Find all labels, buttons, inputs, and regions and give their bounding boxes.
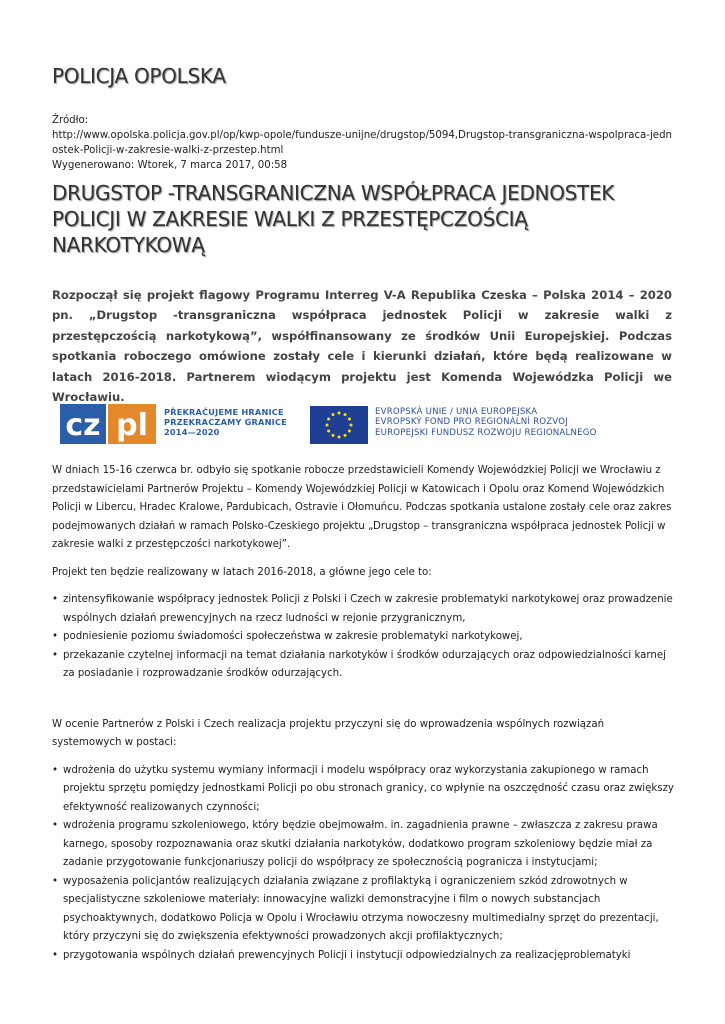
eu-star	[348, 430, 351, 433]
eu-logo-caption: EVROPSKÁ UNIE / UNIA EUROPEJSKA EVROPSKÝ FOND PRO REGIONÁLNÍ ROZVOJ EUROPEJSKI FUNDUSZ ROZWOJU REGIONALNEGO	[375, 407, 597, 438]
paragraph-outcomes-intro: W ocenie Partnerów z Polski i Czech realizacja projektu przyczyni się do wprowadzenia wspólnych rozwiązań systemowych w postaci:	[52, 718, 605, 748]
cz-pl-logo-caption: PŘEKRAČUJEME HRANICE PRZEKRACZAMY GRANICE 2014—2020	[164, 407, 287, 437]
eu-star	[326, 424, 329, 427]
eu-star	[348, 418, 351, 421]
cz-logo-text: cz	[65, 408, 101, 443]
list-item: • wyposażenia policjantów realizujących działania związane z profilaktyką i ograniczeniem szkód zdrowotnych w specjalistyczne szkoleniowe materiały: innowacyjne walizki demonstracyjne i film o nowych substancjach psychoaktywnych, dodatkowo Policja w Opolu i Wrocławiu otrzyma nowoczesny multimedialny sprzęt do prezentacji, który przyczyni się do zwiększenia efektywności prowadzonych akcji profilaktycznych;	[52, 873, 674, 947]
article-lead: Rozpoczął się projekt flagowy Programu Interreg V-A Republika Czeska – Polska 2014 – 2020 pn. „Drugstop -transgraniczna współpraca jednostek Policji w zakresie walki z przestępczością narkotykową”, współfinansowany ze środków Unii Europejskiej. Podczas spotkania roboczego omówione zostały cele i kierunki działań, które będą realizowane w latach 2016-2018. Partnerem wiodącym projektu jest Komenda Wojewódzka Policji we Wrocławiu.	[52, 288, 672, 405]
eu-star	[338, 412, 341, 415]
list-item: • przygotowania wspólnych działań prewencyjnych Policji i instytucji odpowiedzialnych za realizacjęproblematyki	[52, 947, 674, 966]
generated-date: Wygenerowano: Wtorek, 7 marca 2017, 00:58	[52, 160, 288, 171]
eu-star	[344, 434, 347, 437]
article-body	[52, 462, 674, 965]
site-title: POLICJA OPOLSKA	[52, 64, 226, 88]
eu-star	[338, 436, 341, 439]
source-meta	[52, 113, 677, 173]
outcomes-list	[52, 762, 674, 966]
eu-star	[332, 413, 335, 416]
eu-flag-icon	[310, 406, 368, 444]
eu-star	[350, 424, 353, 427]
list-item: • zintensyfikowanie współpracy jednostek Policji z Polski i Czech w zakresie problematyki narkotykowej oraz prowadzenie wspólnych działań prewencyjnych na rzecz ludności w rejonie przygranicznym,	[52, 591, 674, 628]
eu-star	[344, 413, 347, 416]
goals-list	[52, 591, 674, 684]
funding-logos	[60, 404, 660, 448]
list-item: • wdrożenia do użytku systemu wymiany informacji i modelu współpracy oraz wykorzystania zakupionego w ramach projektu sprzętu pomiędzy jednostkami Policji po obu stronach granicy, co wpłynie na oszczędność czasu oraz zwiększy efektywność realizowanych czynności;	[52, 762, 674, 818]
article-title: DRUGSTOP -TRANSGRANICZNA WSPÓŁPRACA JEDNOSTEK POLICJI W ZAKRESIE WALKI Z PRZESTĘPCZOŚCIĄ NARKOTYKOWĄ	[52, 181, 615, 257]
list-item: • wdrożenia programu szkoleniowego, który będzie obejmowałm. in. zagadnienia prawne – zwłaszcza z zakresu prawa karnego, sposoby rozpoznawania oraz skutki działania narkotyków, dodatkowo program szkoleniowy będzie miał za zadanie przygotowanie funkcjonariuszy policji do współpracy ze społecznością pograniczа i instytucjami;	[52, 817, 674, 873]
list-item: • przekazanie czytelnej informacji na temat działania narkotyków i środków odurzających oraz odpowiedzialności karnej za posiadanie i rozprowadzanie środków odurzających.	[52, 647, 674, 684]
list-item: • podniesienie poziomu świadomości społeczeństwa w zakresie problematyki narkotykowej,	[52, 628, 674, 647]
source-url[interactable]: http://www.opolska.policja.gov.pl/op/kwp-opole/fundusze-unijne/drugstop/5094,Drugstop-transgraniczna-wspolpraca-jednostek-Policji-w-zakresie-walki-z-przestep.html	[52, 130, 672, 156]
eu-star	[327, 430, 330, 433]
paragraph-goals-intro: Projekt ten będzie realizowany w latach 2016-2018, a główne jego cele to:	[52, 566, 432, 578]
pl-logo-text: pl	[116, 408, 148, 443]
paragraph-meeting: W dniach 15-16 czerwca br. odbyło się spotkanie robocze przedstawicieli Komendy Wojewódzkiej Policji we Wrocławiu z przedstawicielami Partnerów Projektu – Komendy Wojewódzkiej Policji w Katowicach i Opolu oraz Komend Wojewódzkich Policji w Libercu, Hradec Kralowe, Pardubicach, Ostravie i Ołomuńcu. Podczas spotkania ustalone zostały cele oraz zakres podejmowanych działań w ramach Polsko-Czeskiego projektu „Drugstop – transgraniczna współpraca jednostek Policji w zakresie walki z przestępczości narkotykowej”.	[52, 465, 672, 550]
cz-pl-logo	[60, 404, 156, 444]
eu-star	[332, 434, 335, 437]
source-label: Źródło:	[52, 115, 89, 126]
eu-star	[327, 418, 330, 421]
